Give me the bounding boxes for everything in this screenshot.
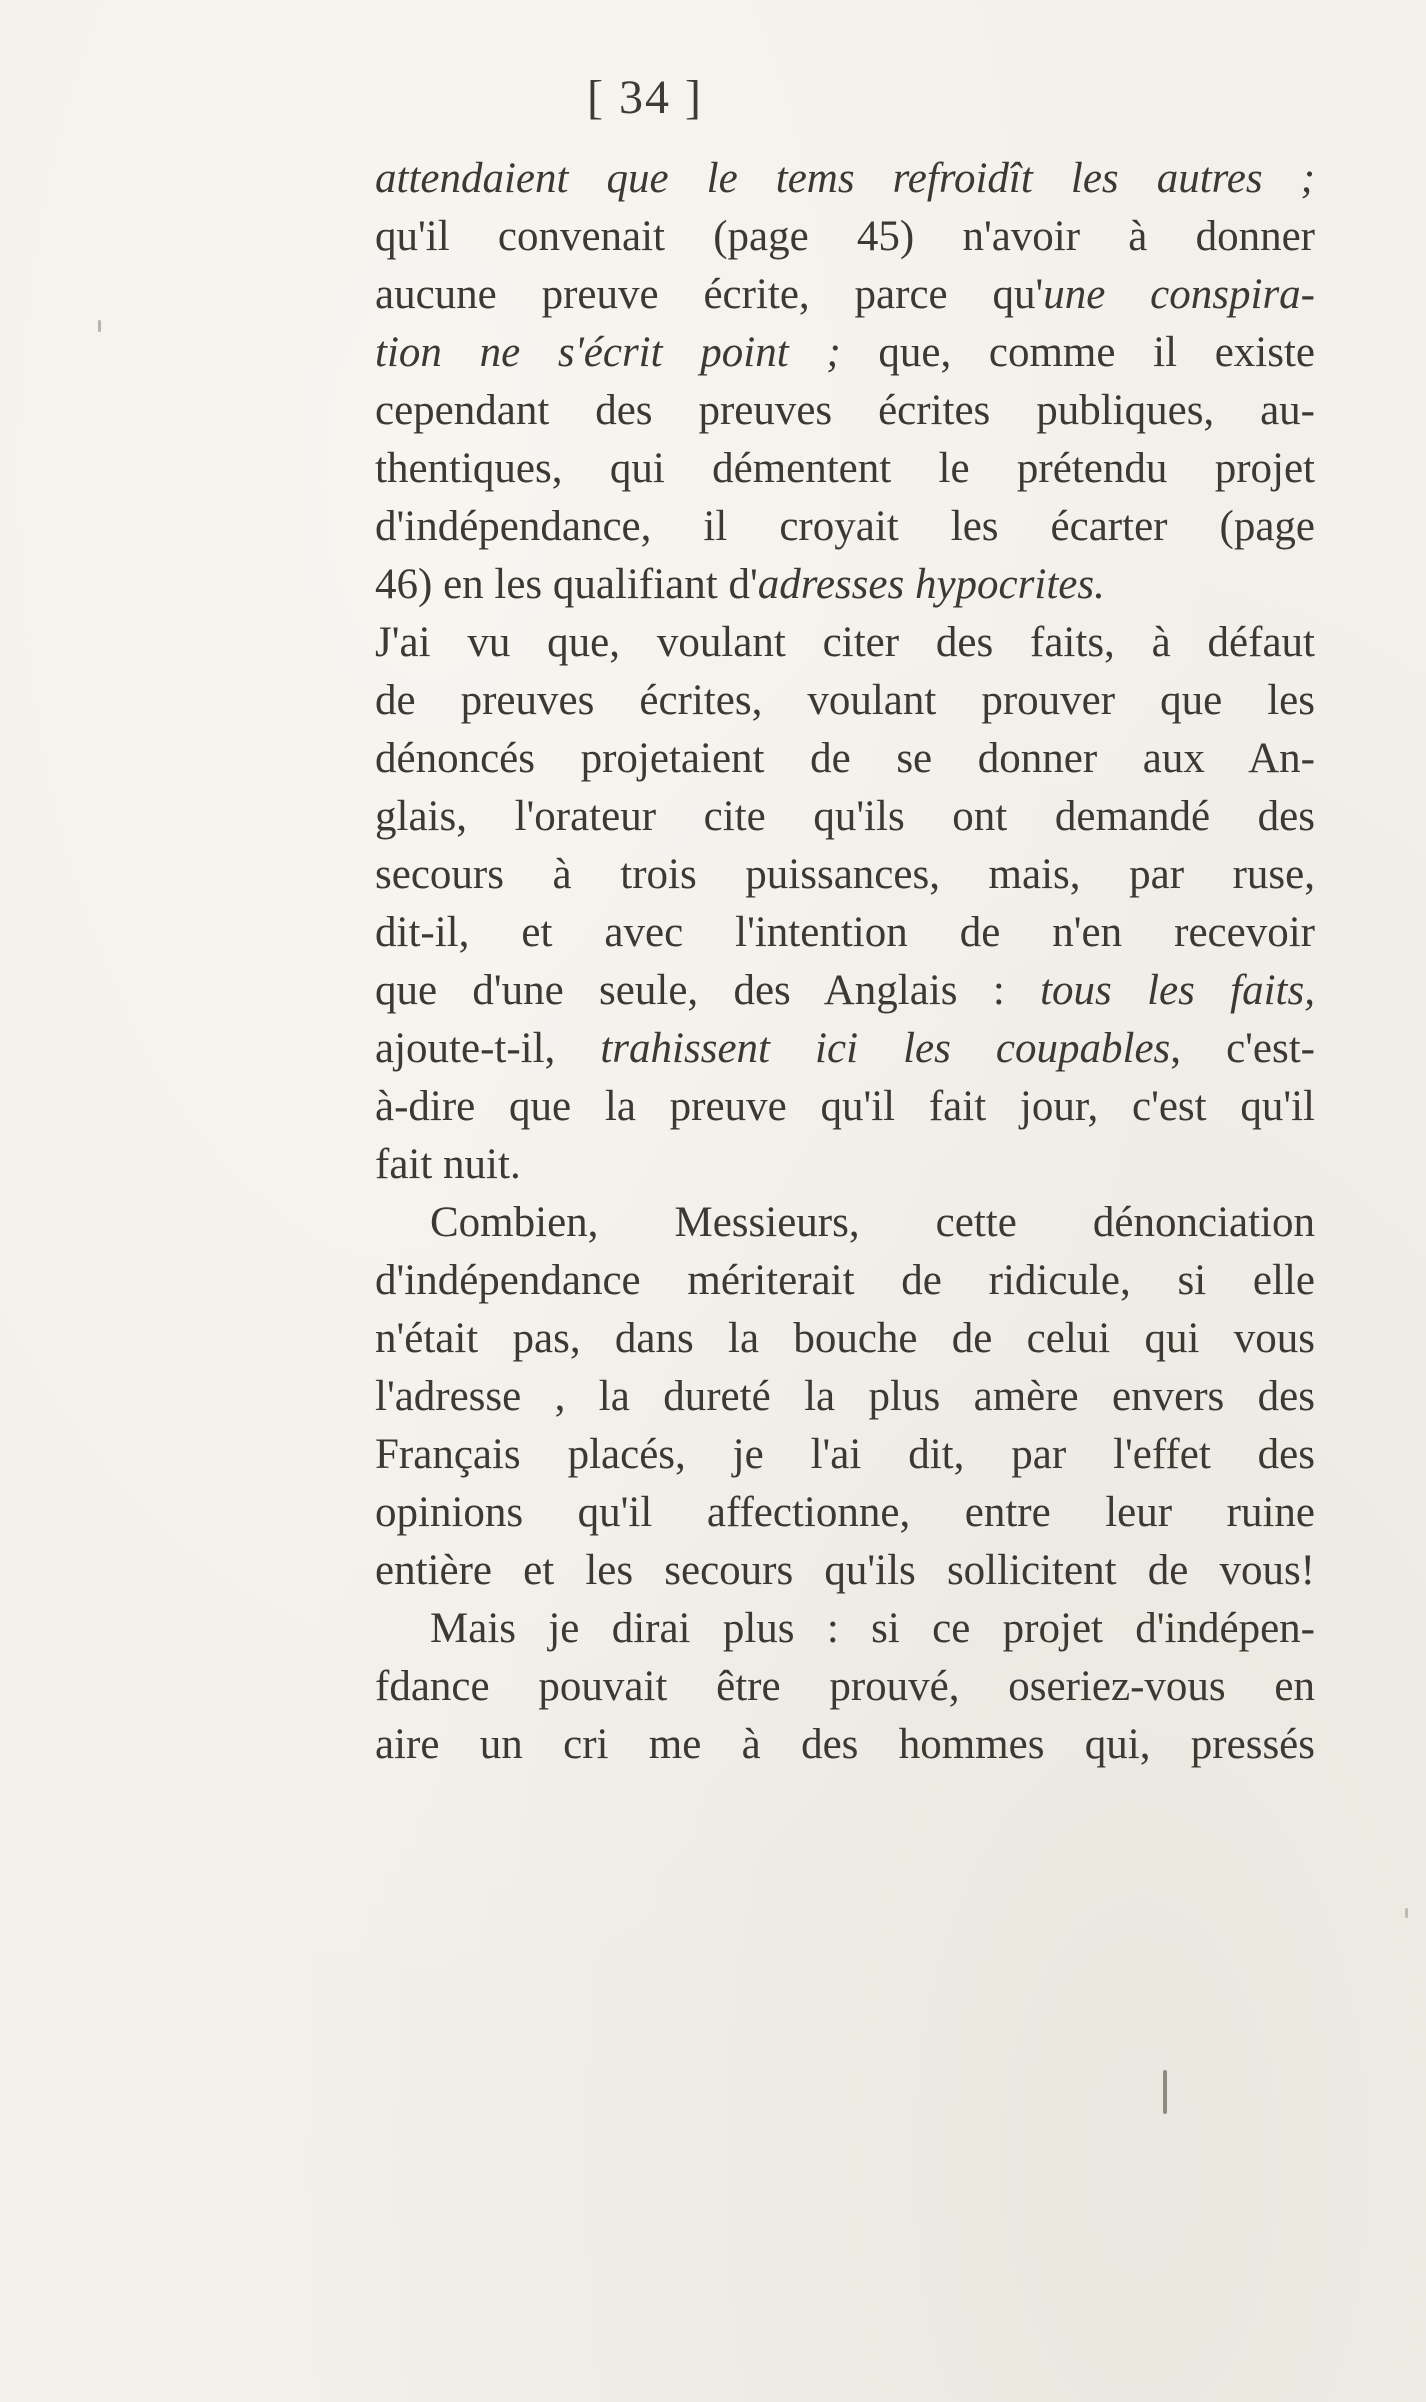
text-segment: de preuves écrites, voulant prouver que les <box>375 677 1315 724</box>
text-segment: 46) en les qualifiant d' <box>375 561 758 608</box>
paper-speck <box>1163 2070 1167 2114</box>
text-segment: opinions qu'il affectionne, entre leur ruine <box>375 1489 1315 1536</box>
text-line <box>375 324 1315 382</box>
text-segment: l'adresse , la dureté la plus amère envers des <box>375 1373 1315 1420</box>
text-segment: à-dire que la preuve qu'il fait jour, c'est qu'il <box>375 1083 1315 1130</box>
text-line <box>375 1716 1315 1774</box>
italic-text-segment: tous les faits, <box>1040 967 1315 1014</box>
text-segment: n'était pas, dans la bouche de celui qui vous <box>375 1315 1315 1362</box>
text-segment: , c'est- <box>1170 1025 1315 1072</box>
text-line <box>375 614 1315 672</box>
italic-text-segment: adresses hypocrites. <box>757 561 1105 608</box>
text-segment: qu'il convenait (page 45) n'avoir à donner <box>375 213 1315 260</box>
text-segment: cependant des preuves écrites publiques, au- <box>375 387 1315 434</box>
text-segment: dit-il, et avec l'intention de n'en recevoir <box>375 909 1315 956</box>
text-line <box>375 440 1315 498</box>
text-line <box>375 208 1315 266</box>
italic-text-segment: trahissent ici les coupables <box>600 1025 1171 1072</box>
text-line <box>375 788 1315 846</box>
body-text <box>375 150 1315 1774</box>
text-line <box>375 150 1315 208</box>
italic-text-segment: tion ne s'écrit point ; <box>375 329 841 376</box>
text-line <box>375 382 1315 440</box>
text-segment: Mais je dirai plus : si ce projet d'indépen- <box>430 1605 1315 1652</box>
text-segment: entière et les secours qu'ils sollicitent de vous! <box>375 1547 1315 1594</box>
text-segment: Combien, Messieurs, cette dénonciation <box>430 1199 1315 1246</box>
text-segment: aucune preuve écrite, parce qu' <box>375 271 1044 318</box>
text-line <box>375 1368 1315 1426</box>
text-line <box>375 498 1315 556</box>
text-segment: Français placés, je l'ai dit, par l'effet des <box>375 1431 1315 1478</box>
text-line <box>375 1426 1315 1484</box>
text-line <box>375 1542 1315 1600</box>
text-segment: que d'une seule, des Anglais : <box>375 967 1041 1014</box>
page-number: [ 34 ] <box>587 71 703 124</box>
text-segment: glais, l'orateur cite qu'ils ont demandé des <box>375 793 1315 840</box>
paper-speck <box>1405 1908 1408 1918</box>
text-line <box>375 1310 1315 1368</box>
text-line <box>375 1194 1315 1252</box>
text-line <box>375 266 1315 324</box>
text-line <box>375 962 1315 1020</box>
paper-speck <box>98 320 101 332</box>
text-segment: secours à trois puissances, mais, par ruse, <box>375 851 1315 898</box>
text-segment: fdance pouvait être prouvé, oseriez-vous en <box>375 1663 1315 1710</box>
text-line <box>375 1658 1315 1716</box>
text-segment: fait nuit. <box>375 1141 521 1188</box>
text-segment: que, comme il existe <box>840 329 1316 376</box>
text-line <box>375 730 1315 788</box>
text-line <box>375 904 1315 962</box>
text-line <box>375 1136 1315 1194</box>
text-line <box>375 1484 1315 1542</box>
text-line <box>375 846 1315 904</box>
text-line <box>375 1600 1315 1658</box>
text-segment: thentiques, qui démentent le prétendu projet <box>375 445 1315 492</box>
text-line <box>375 1020 1315 1078</box>
text-segment: d'indépendance mériterait de ridicule, si elle <box>375 1257 1315 1304</box>
italic-text-segment: une conspira- <box>1043 271 1315 318</box>
text-line <box>375 1078 1315 1136</box>
italic-text-segment: attendaient que le tems refroidît les autres ; <box>375 155 1315 202</box>
text-line <box>375 1252 1315 1310</box>
text-line <box>375 672 1315 730</box>
text-segment: d'indépendance, il croyait les écarter (page <box>375 503 1315 550</box>
text-segment: aire un cri me à des hommes qui, pressés <box>375 1721 1315 1768</box>
text-segment: ajoute-t-il, <box>375 1025 601 1072</box>
text-segment: dénoncés projetaient de se donner aux An- <box>375 735 1315 782</box>
text-segment: J'ai vu que, voulant citer des faits, à défaut <box>375 619 1315 666</box>
text-line <box>375 556 1315 614</box>
